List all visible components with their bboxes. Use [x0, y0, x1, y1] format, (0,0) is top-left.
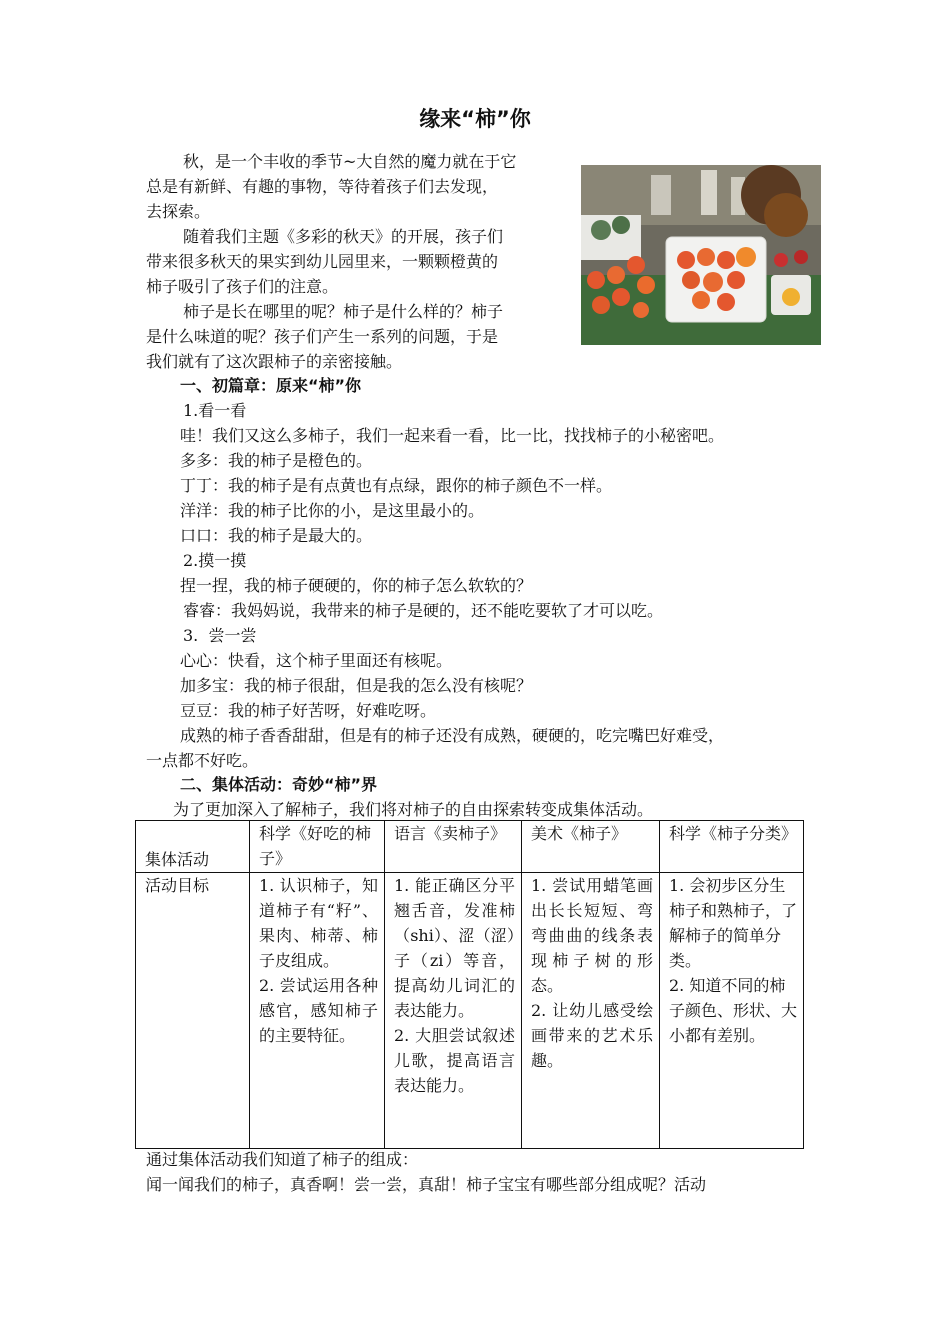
goal-item: 1. 认识柿子，知道柿子有“籽”、果肉、柿蒂、柿子皮组成。	[259, 876, 378, 970]
intro-line: 去探索。	[146, 202, 211, 221]
intro-line: 柿子吸引了孩子们的注意。	[146, 277, 339, 296]
touch-line: 睿睿：我妈妈说，我带来的柿子是硬的，还不能吃要软了才可以吃。	[183, 601, 664, 620]
goal-item: 2. 尝试运用各种感官，感知柿子的主要特征。	[259, 976, 378, 1045]
taste-line: 加多宝：我的柿子很甜，但是我的怎么没有核呢？	[180, 676, 533, 695]
activity-name: 美术《柿子》	[522, 821, 660, 873]
activity-name: 语言《卖柿子》	[385, 821, 522, 873]
activity-name: 科学《好吃的柿子》	[250, 821, 385, 873]
intro-line: 我们就有了这次跟柿子的亲密接触。	[146, 352, 403, 371]
section2-heading: 二、集体活动：奇妙“柿”界	[180, 775, 378, 794]
look-line: 多多：我的柿子是橙色的。	[180, 451, 373, 470]
persimmon-photo	[581, 165, 821, 345]
activity-goals	[250, 873, 385, 1149]
touch-title: 2.摸一摸	[183, 551, 247, 570]
goal-item: 1. 能正确区分平翘舌音，发准柿（shi）、涩（涩）子（zi）等音，提高幼儿词汇的表达能力。	[394, 876, 515, 1020]
activity-name: 科学《柿子分类》	[660, 821, 804, 873]
conclusion-line: 一点都不好吃。	[146, 751, 259, 770]
table-row	[136, 821, 804, 873]
look-line: 丁丁：我的柿子是有点黄也有点绿，跟你的柿子颜色不一样。	[180, 476, 613, 495]
taste-title: 3. 尝一尝	[183, 626, 257, 645]
activity-goals	[522, 873, 660, 1149]
goal-item: 2. 让幼儿感受绘画带来的艺术乐趣。	[531, 1001, 653, 1070]
table-row	[136, 873, 804, 1149]
look-line: 口口：我的柿子是最大的。	[180, 526, 373, 545]
look-line: 洋洋：我的柿子比你的小，是这里最小的。	[180, 501, 485, 520]
section1-heading: 一、初篇章：原来“柿”你	[180, 376, 362, 395]
conclusion-line: 成熟的柿子香香甜甜，但是有的柿子还没有成熟，硬硬的，吃完嘴巴好难受，	[180, 726, 725, 745]
intro-line: 总是有新鲜、有趣的事物，等待着孩子们去发现，	[146, 177, 499, 196]
taste-line: 心心：快看，这个柿子里面还有核呢。	[180, 651, 453, 670]
intro-line: 带来很多秋天的果实到幼儿园里来，一颗颗橙黄的	[146, 252, 499, 271]
activity-table	[135, 820, 804, 1149]
intro-line: 随着我们主题《多彩的秋天》的开展，孩子们	[183, 227, 504, 246]
page-title: 缘来“柿”你	[419, 107, 531, 131]
activity-goals	[660, 873, 804, 1149]
goal-item: 1. 会初步区分生柿子和熟柿子，了解柿子的简单分类。	[669, 876, 798, 970]
taste-line: 豆豆：我的柿子好苦呀，好难吃呀。	[180, 701, 437, 720]
section2-intro: 为了更加深入了解柿子，我们将对柿子的自由探索转变成集体活动。	[173, 800, 654, 819]
goal-item: 1. 尝试用蜡笔画出长长短短、弯弯曲曲的线条表现柿子树的形态。	[531, 876, 653, 995]
touch-line: 捏一捏，我的柿子硬硬的，你的柿子怎么软软的？	[180, 576, 533, 595]
intro-line: 秋，是一个丰收的季节~大自然的魔力就在于它	[183, 152, 517, 171]
row-label-activity: 集体活动	[136, 821, 250, 873]
after-table-line: 通过集体活动我们知道了柿子的组成：	[146, 1150, 419, 1169]
row-label-goals: 活动目标	[136, 873, 250, 1149]
goal-item: 2. 知道不同的柿子颜色、形状、大小都有差别。	[669, 976, 798, 1045]
goal-item: 2. 大胆尝试叙述儿歌，提高语言表达能力。	[394, 1026, 515, 1095]
after-table-line: 闻一闻我们的柿子，真香啊！尝一尝，真甜！柿子宝宝有哪些部分组成呢？活动	[146, 1175, 707, 1194]
look-line: 哇！我们又这么多柿子，我们一起来看一看，比一比，找找柿子的小秘密吧。	[180, 426, 725, 445]
intro-line: 柿子是长在哪里的呢？柿子是什么样的？柿子	[183, 302, 504, 321]
look-title: 1.看一看	[183, 401, 247, 420]
activity-goals	[385, 873, 522, 1149]
intro-line: 是什么味道的呢？孩子们产生一系列的问题，于是	[146, 327, 499, 346]
